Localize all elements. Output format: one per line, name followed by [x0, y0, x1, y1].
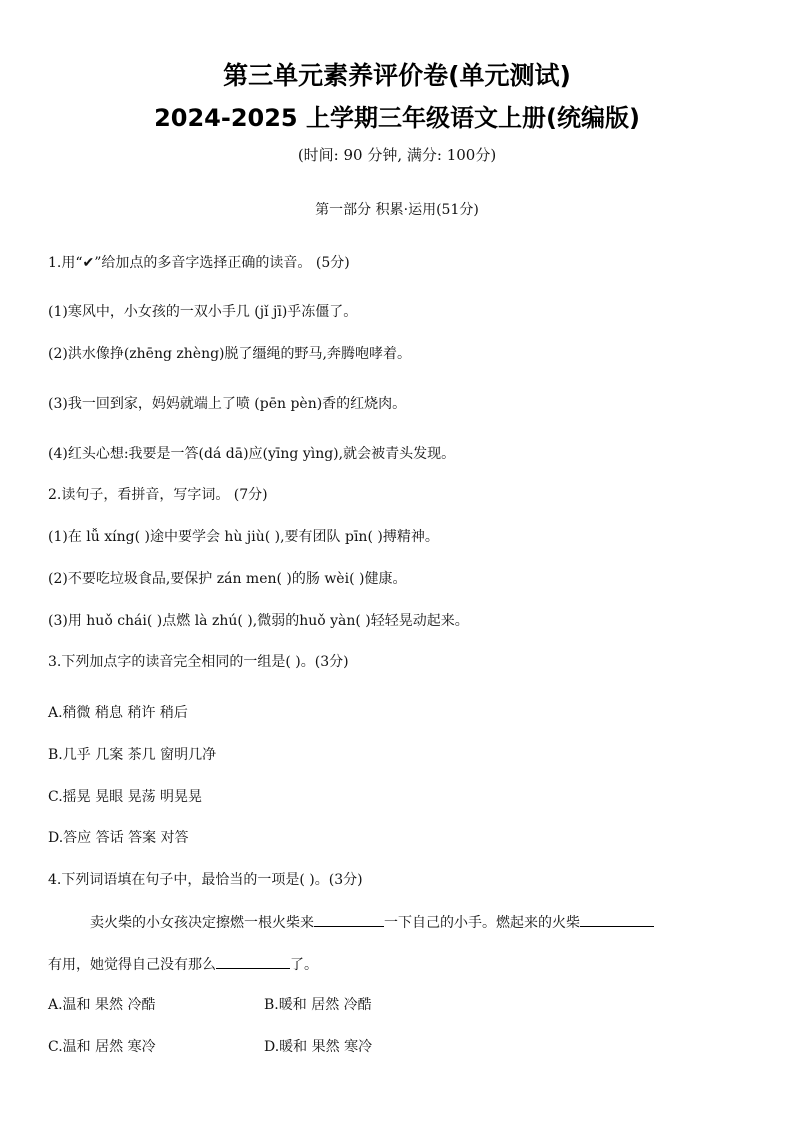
- passage-text: 一下自己的小手。燃起来的火柴: [384, 915, 580, 931]
- question-4-option-b: B.暖和 居然 冷酷: [264, 997, 372, 1013]
- question-1-stem: 1.用“✔”给加点的多音字选择正确的读音。 (5分): [48, 255, 350, 271]
- answer-blank-2[interactable]: [580, 912, 654, 927]
- passage-text: 了。: [290, 957, 318, 973]
- question-4-option-a: A.温和 果然 冷酷: [48, 997, 156, 1013]
- answer-blank-3[interactable]: [216, 954, 290, 969]
- question-3-option-c: C.摇晃 晃眼 晃荡 明晃晃: [48, 789, 203, 805]
- question-4-option-c: C.温和 居然 寒冷: [48, 1039, 156, 1055]
- passage-text: 卖火柴的小女孩决定擦燃一根火柴来: [90, 915, 314, 931]
- question-2-item-3: (3)用 huǒ chái( )点燃 là zhú( ),微弱的huǒ yàn( )轻轻晃动起来。: [48, 613, 469, 629]
- passage-text: 有用，她觉得自己没有那么: [48, 957, 216, 973]
- question-3-option-a: A.稍微 稍息 稍许 稍后: [48, 705, 188, 721]
- question-4-passage-line-1: [90, 912, 654, 933]
- exam-subtitle-grade: 2024-2025 上学期三年级语文上册(统编版): [154, 104, 640, 132]
- question-3-stem: 3.下列加点字的读音完全相同的一组是( )。(3分): [48, 654, 349, 670]
- question-2-stem: 2.读句子，看拼音，写字词。 (7分): [48, 487, 268, 503]
- question-4-passage-line-2: [48, 954, 318, 975]
- question-4-option-d: D.暖和 果然 寒冷: [264, 1039, 373, 1055]
- question-2-item-1: (1)在 lǚ xíng( )途中要学会 hù jiù( ),要有团队 pīn( )搏精神。: [48, 529, 439, 545]
- question-4-stem: 4.下列词语填在句子中，最恰当的一项是( )。(3分): [48, 872, 363, 888]
- question-1-item-1: (1)寒风中，小女孩的一双小手几 (jǐ jī)乎冻僵了。: [48, 304, 358, 320]
- time-score-info: (时间: 90 分钟, 满分: 100分): [297, 146, 497, 164]
- section-heading: 第一部分 积累·运用(51分): [315, 202, 479, 218]
- question-2-item-2: (2)不要吃垃圾食品,要保护 zán men( )的肠 wèi( )健康。: [48, 571, 407, 587]
- question-1-item-4: (4)红头心想:我要是一答(dá dā)应(yīng yìng),就会被青头发现。: [48, 446, 456, 462]
- question-1-item-3: (3)我一回到家，妈妈就端上了喷 (pēn pèn)香的红烧肉。: [48, 396, 407, 412]
- answer-blank-1[interactable]: [314, 912, 384, 927]
- exam-title: 第三单元素养评价卷(单元测试): [223, 61, 571, 90]
- question-3-option-d: D.答应 答话 答案 对答: [48, 830, 189, 846]
- question-1-item-2: (2)洪水像挣(zhēng zhèng)脱了缰绳的野马,奔腾咆哮着。: [48, 346, 411, 362]
- question-3-option-b: B.几乎 几案 茶几 窗明几净: [48, 747, 217, 763]
